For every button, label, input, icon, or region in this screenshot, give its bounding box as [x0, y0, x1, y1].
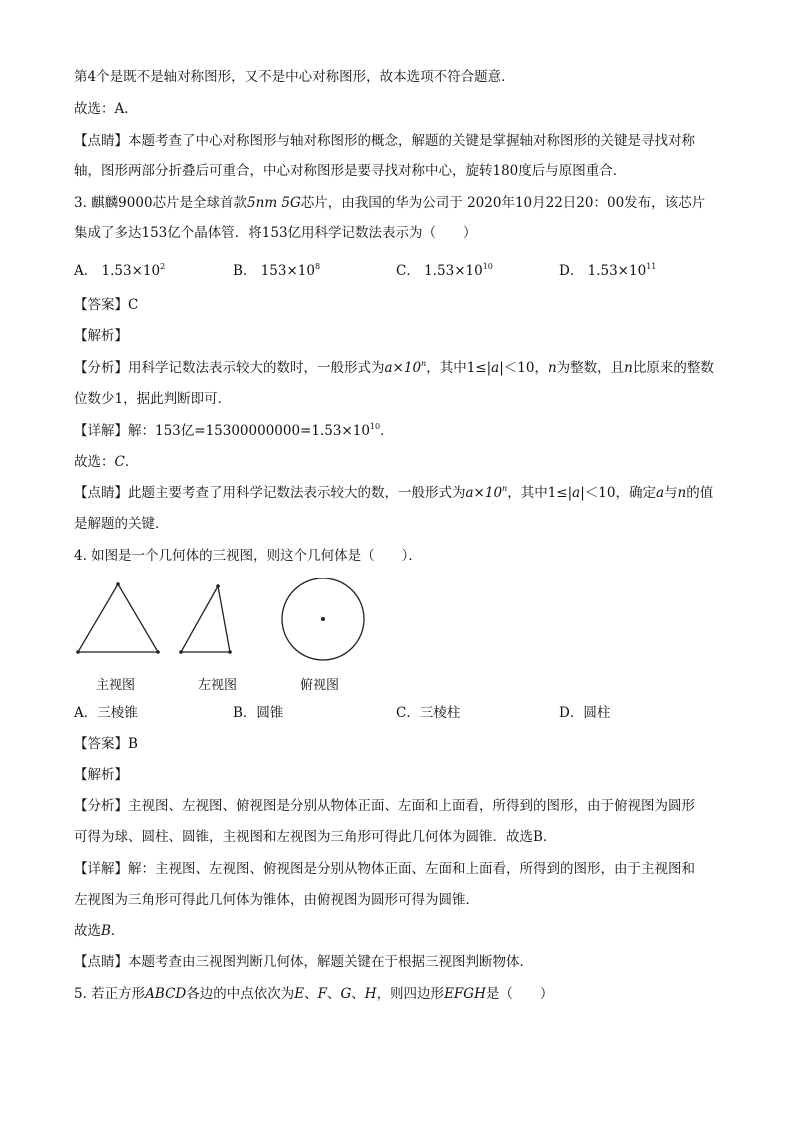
q4-detail-line-2: 左视图为三角形可得此几何体为锥体，由俯视图为圆形可得为圆锥．: [74, 892, 479, 908]
q3-analysis-line-1: 【分析】用科学记数法表示较大的数时，一般形式为$a\times 10^n$，其中1≤|a|＜10，n为整数，且n比原来的整数: [74, 359, 714, 376]
q4-explanation-heading: 【解析】: [74, 767, 128, 783]
side-view-vertex-top: [216, 584, 220, 588]
q3-analysis-line-2: 位数少1，据此判断即可．: [74, 391, 232, 407]
q4-option-d: D．圆柱: [559, 705, 611, 721]
top-view-caption: 俯视图: [300, 678, 340, 693]
q4-option-c: C．三棱柱: [396, 705, 461, 721]
q4-options: [74, 704, 714, 722]
q3-explanation-heading: 【解析】: [74, 328, 128, 344]
q3-option-c: C． $1.53\times 10^{10}$: [396, 262, 493, 279]
front-view-vertex-top: [116, 582, 120, 586]
q3-remark-line-1: 【点睛】此题主要考查了用科学记数法表示较大的数，一般形式为$a\times 10^n$，其中1≤|a|＜10，确定a与n的值: [74, 484, 714, 501]
prev-remark-line-2: 轴，图形两部分折叠后可重合，中心对称图形是要寻找对称中心，旋转180度后与原图重合．: [74, 163, 627, 179]
q4-analysis-line-2: 可得为球、圆柱、圆锥，主视图和左视图为三角形可得此几何体为圆锥．故选B．: [74, 829, 557, 845]
side-view-triangle: [181, 586, 230, 652]
q4-answer: 【答案】B: [74, 736, 138, 752]
q3-choice: 故选：C．: [74, 454, 139, 470]
q3-stem-line-1: 3. 麒麟9000芯片是全球首款5nm 5G芯片，由我国的华为公司于 2020年10月22日20：00发布，该芯片: [74, 195, 706, 211]
q4-remark: 【点睛】本题考查由三视图判断几何体，解题关键在于根据三视图判断物体.: [74, 954, 524, 970]
side-view-vertex-right: [228, 650, 232, 654]
side-view-caption: 左视图: [198, 678, 238, 693]
prev-solution-choice: 故选：A．: [74, 101, 138, 117]
prev-solution-line-1: 第4个是既不是轴对称图形，又不是中心对称图形，故本选项不符合题意．: [74, 69, 515, 85]
q3-stem-line-2: 集成了多达153亿个晶体管．将153亿用科学记数法表示为（ ）: [74, 225, 477, 241]
q4-detail-line-1: 【详解】解：主视图、左视图、俯视图是分别从物体正面、左面和上面看，所得到的图形，由于主视图和: [74, 861, 695, 877]
front-view-caption: 主视图: [96, 678, 136, 693]
q5-stem: 5. 若正方形ABCD各边的中点依次为E、F、G、H，则四边形EFGH是（ ）: [74, 986, 554, 1002]
side-view-vertex-left: [179, 650, 183, 654]
q4-option-b: B．圆锥: [233, 705, 284, 721]
q4-option-a: A．三棱锥: [74, 705, 138, 721]
top-view-center-dot: [321, 617, 325, 621]
front-view-triangle: [78, 584, 158, 652]
q3-option-a: A． $1.53\times 10^2$: [74, 262, 166, 279]
q4-analysis-line-1: 【分析】主视图、左视图、俯视图是分别从物体正面、左面和上面看，所得到的图形，由于俯视图为圆形: [74, 798, 695, 814]
q4-stem: 4. 如图是一个几何体的三视图，则这个几何体是（ ）．: [74, 548, 422, 564]
q3-option-d: D． $1.53\times 10^{11}$: [559, 262, 657, 279]
q3-answer: 【答案】C: [74, 297, 139, 313]
q4-choice: 故选B．: [74, 923, 125, 939]
q3-options: [74, 262, 714, 280]
front-view-vertex-left: [76, 650, 80, 654]
q3-detail: 【详解】解：153亿$=15300000000=1.53\times 10^{10}$．: [74, 422, 394, 439]
front-view-vertex-right: [156, 650, 160, 654]
q3-option-b: B． $153\times 10^8$: [233, 262, 321, 279]
q3-remark-line-2: 是解题的关键．: [74, 516, 169, 532]
prev-remark-line-1: 【点睛】本题考查了中心对称图形与轴对称图形的概念，解题的关键是掌握轴对称图形的关键是寻找对称: [74, 133, 695, 149]
